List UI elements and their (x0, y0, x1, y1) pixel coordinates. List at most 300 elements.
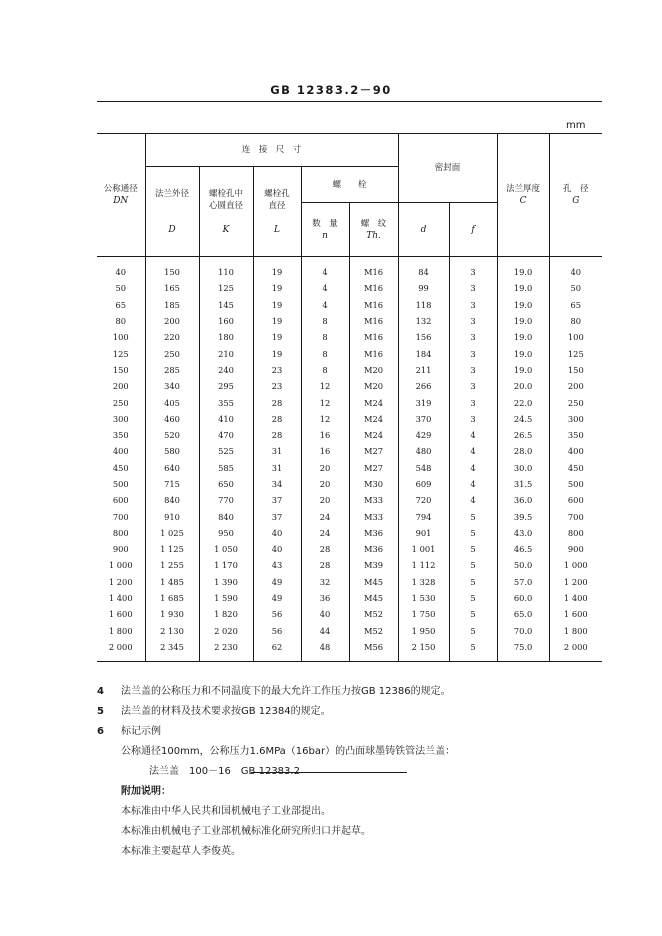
cell-seal-d: 1 001 (398, 541, 449, 557)
appendix-title: 附加说明： (121, 786, 171, 797)
cell-bolt-circle: 470 (199, 427, 253, 443)
cell-bolt-hole: 19 (253, 329, 301, 345)
cell-seal-f: 3 (449, 394, 497, 410)
cell-bolt-count: 40 (301, 606, 349, 622)
cell-dn: 800 (97, 525, 145, 541)
cell-seal-f: 3 (449, 297, 497, 313)
cell-seal-d: 132 (398, 313, 449, 329)
cell-bolt-circle: 770 (199, 492, 253, 508)
cell-seal-d: 548 (398, 460, 449, 476)
cell-thickness: 46.5 (497, 541, 549, 557)
note-number: 6 (97, 726, 104, 737)
cell-thickness: 60.0 (497, 590, 549, 606)
header-bolt-hole (253, 167, 301, 257)
cell-thickness: 30.0 (497, 460, 549, 476)
note-item (97, 722, 602, 742)
cell-thickness: 43.0 (497, 525, 549, 541)
cell-seal-f: 5 (449, 574, 497, 590)
cell-seal-f: 3 (449, 280, 497, 296)
cell-dn: 150 (97, 362, 145, 378)
cell-bolt-thread: M33 (349, 508, 398, 524)
cell-bolt-circle: 1 590 (199, 590, 253, 606)
cell-bolt-hole: 49 (253, 590, 301, 606)
header-flange-od-symbol: D (168, 224, 176, 235)
cell-flange-od: 1 025 (145, 525, 199, 541)
header-bolt-count-label: 数 量 (312, 218, 338, 229)
table-row (97, 345, 602, 361)
cell-thickness: 19.0 (497, 345, 549, 361)
cell-bolt-circle: 1 390 (199, 574, 253, 590)
cell-flange-od: 220 (145, 329, 199, 345)
cell-bolt-hole: 37 (253, 508, 301, 524)
header-bolt-thread (349, 203, 398, 257)
cell-bolt-count: 24 (301, 508, 349, 524)
cell-seal-d: 184 (398, 345, 449, 361)
cell-dn: 900 (97, 541, 145, 557)
header-rule (97, 101, 602, 102)
header-dn-symbol: DN (113, 196, 129, 206)
header-flange-od-label: 法兰外径 (154, 188, 189, 199)
cell-thickness: 19.0 (497, 257, 549, 281)
cell-thickness: 19.0 (497, 362, 549, 378)
cell-flange-od: 1 685 (145, 590, 199, 606)
cell-bolt-thread: M24 (349, 411, 398, 427)
note-text: 标记示例 (121, 726, 161, 737)
table-row (97, 574, 602, 590)
cell-bolt-hole: 19 (253, 313, 301, 329)
cell-flange-od: 150 (145, 257, 199, 281)
cell-dn: 100 (97, 329, 145, 345)
table-row (97, 394, 602, 410)
table-row (97, 280, 602, 296)
cell-dn: 1 200 (97, 574, 145, 590)
cell-seal-f: 4 (449, 427, 497, 443)
table-row (97, 411, 602, 427)
standard-code-header: GB 12383.2－90 (270, 83, 392, 97)
cell-bolt-circle: 240 (199, 362, 253, 378)
cell-bore: 80 (570, 316, 582, 327)
note-text: 法兰盖的公称压力和不同温度下的最大允许工作压力按GB 12386的规定。 (121, 686, 451, 697)
cell-seal-d: 211 (398, 362, 449, 378)
header-bolt-circle (199, 167, 253, 257)
header-bore-label: 孔 径 (563, 184, 589, 194)
cell-flange-od: 715 (145, 476, 199, 492)
cell-bore: 250 (567, 397, 584, 408)
notes-section (97, 682, 602, 782)
cell-bolt-circle: 110 (199, 257, 253, 281)
cell-bolt-count: 4 (301, 257, 349, 281)
table-row (97, 590, 602, 606)
header-bolt-thread-label: 螺 纹 (360, 218, 387, 229)
cell-seal-f: 3 (449, 329, 497, 345)
table-row (97, 297, 602, 313)
header-connection: 连 接 尺 寸 (145, 134, 398, 167)
header-bolt-hole-symbol: L (274, 224, 280, 235)
cell-seal-d: 370 (398, 411, 449, 427)
cell-seal-d: 901 (398, 525, 449, 541)
cell-bore: 2 000 (563, 641, 588, 652)
cell-bolt-hole: 23 (253, 378, 301, 394)
cell-seal-d: 609 (398, 476, 449, 492)
cell-bore: 50 (570, 283, 582, 294)
cell-bolt-circle: 840 (199, 508, 253, 524)
cell-bolt-count: 12 (301, 378, 349, 394)
cell-bore: 200 (567, 381, 584, 392)
note-item (97, 682, 602, 702)
cell-thickness: 50.0 (497, 557, 549, 573)
cell-bolt-thread: M16 (349, 280, 398, 296)
cell-seal-f: 4 (449, 492, 497, 508)
cell-bolt-count: 44 (301, 623, 349, 639)
cell-bolt-hole: 19 (253, 297, 301, 313)
cell-bolt-circle: 145 (199, 297, 253, 313)
cell-bore: 500 (567, 479, 584, 489)
table-row (97, 460, 602, 476)
cell-bolt-thread: M45 (349, 590, 398, 606)
cell-thickness: 22.0 (497, 394, 549, 410)
cell-bolt-circle: 950 (199, 525, 253, 541)
cell-bolt-count: 12 (301, 394, 349, 410)
cell-bolt-thread: M36 (349, 541, 398, 557)
note-text: 法兰盖的材料及技术要求按GB 12384的规定。 (121, 706, 331, 717)
marking-example-code: 法兰盖 100－16 GB 12383.2 (149, 766, 300, 777)
cell-seal-f: 4 (449, 476, 497, 492)
cell-seal-d: 2 150 (398, 639, 449, 662)
header-dn (97, 134, 145, 257)
cell-flange-od: 285 (145, 362, 199, 378)
header-bore (549, 134, 602, 257)
cell-bolt-circle: 210 (199, 345, 253, 361)
cell-dn: 400 (97, 443, 145, 459)
cell-bolt-circle: 650 (199, 476, 253, 492)
cell-bolt-count: 12 (301, 411, 349, 427)
cell-bore: 100 (567, 332, 584, 343)
header-thickness-symbol: C (519, 196, 527, 206)
cell-bolt-hole: 19 (253, 257, 301, 281)
header-bolt-count-symbol: n (322, 230, 328, 241)
cell-flange-od: 460 (145, 411, 199, 427)
cell-bolt-circle: 410 (199, 411, 253, 427)
cell-dn: 450 (97, 460, 145, 476)
cell-flange-od: 1 125 (145, 541, 199, 557)
cell-seal-f: 5 (449, 623, 497, 639)
cell-thickness: 19.0 (497, 313, 549, 329)
note-number: 5 (97, 706, 104, 717)
cell-flange-od: 2 345 (145, 639, 199, 662)
cell-bolt-circle: 585 (199, 460, 253, 476)
cell-flange-od: 405 (145, 394, 199, 410)
cell-flange-od: 1 485 (145, 574, 199, 590)
table-body (97, 257, 602, 662)
cell-bore: 1 200 (563, 576, 588, 587)
cell-bolt-circle: 125 (199, 280, 253, 296)
cell-bolt-count: 8 (301, 313, 349, 329)
appendix-line: 本标准由中华人民共和国机械电子工业部提出。 (121, 806, 331, 817)
appendix-line: 本标准由机械电子工业部机械标准化研究所归口并起草。 (121, 826, 371, 837)
cell-bolt-hole: 34 (253, 476, 301, 492)
cell-seal-f: 3 (449, 411, 497, 427)
cell-flange-od: 200 (145, 313, 199, 329)
flange-dimensions-table-wrap (97, 133, 602, 662)
cell-bore: 800 (567, 527, 584, 538)
cell-flange-od: 165 (145, 280, 199, 296)
cell-bolt-thread: M24 (349, 394, 398, 410)
cell-bolt-circle: 295 (199, 378, 253, 394)
cell-bore: 40 (570, 267, 582, 278)
cell-seal-f: 5 (449, 606, 497, 622)
cell-bolt-circle: 1 820 (199, 606, 253, 622)
cell-flange-od: 1 255 (145, 557, 199, 573)
cell-bolt-hole: 62 (253, 639, 301, 662)
cell-bolt-count: 16 (301, 427, 349, 443)
cell-bolt-count: 20 (301, 476, 349, 492)
cell-bolt-thread: M30 (349, 476, 398, 492)
table-row (97, 557, 602, 573)
flange-dimensions-table (97, 133, 602, 662)
cell-seal-f: 5 (449, 557, 497, 573)
cell-seal-f: 4 (449, 443, 497, 459)
cell-bolt-circle: 160 (199, 313, 253, 329)
cell-thickness: 70.0 (497, 623, 549, 639)
cell-dn: 40 (97, 257, 145, 281)
cell-bolt-count: 8 (301, 329, 349, 345)
cell-thickness: 19.0 (497, 297, 549, 313)
cell-bore: 900 (567, 544, 584, 555)
table-row (97, 362, 602, 378)
cell-seal-f: 5 (449, 541, 497, 557)
header-bolt-hole-label1: 螺栓孔 (264, 188, 290, 199)
cell-flange-od: 250 (145, 345, 199, 361)
cell-bolt-hole: 28 (253, 427, 301, 443)
cell-bolt-hole: 43 (253, 557, 301, 573)
appendix-section (121, 782, 571, 862)
cell-bolt-hole: 31 (253, 443, 301, 459)
cell-bolt-thread: M16 (349, 297, 398, 313)
cell-bolt-hole: 19 (253, 345, 301, 361)
table-row (97, 257, 602, 281)
cell-seal-f: 3 (449, 345, 497, 361)
cell-thickness: 31.5 (497, 476, 549, 492)
cell-seal-d: 1 328 (398, 574, 449, 590)
cell-bolt-count: 4 (301, 280, 349, 296)
header-seal-face: 密封面 (398, 134, 497, 203)
cell-flange-od: 640 (145, 460, 199, 476)
cell-bolt-thread: M39 (349, 557, 398, 573)
table-row (97, 378, 602, 394)
cell-seal-d: 794 (398, 508, 449, 524)
table-row (97, 443, 602, 459)
cell-bore: 1 600 (563, 609, 588, 620)
table-row (97, 476, 602, 492)
cell-bore: 300 (567, 413, 584, 424)
cell-bolt-circle: 525 (199, 443, 253, 459)
cell-flange-od: 580 (145, 443, 199, 459)
cell-bolt-count: 28 (301, 541, 349, 557)
cell-dn: 300 (97, 411, 145, 427)
cell-seal-d: 1 750 (398, 606, 449, 622)
cell-dn: 200 (97, 378, 145, 394)
header-dn-label: 公称通径 (103, 184, 138, 194)
cell-seal-f: 3 (449, 378, 497, 394)
cell-dn: 125 (97, 345, 145, 361)
header-bolt-hole-label2: 直径 (268, 200, 286, 211)
cell-bolt-hole: 31 (253, 460, 301, 476)
cell-dn: 80 (97, 313, 145, 329)
cell-dn: 600 (97, 492, 145, 508)
cell-bolt-count: 16 (301, 443, 349, 459)
cell-bolt-circle: 2 020 (199, 623, 253, 639)
cell-dn: 1 800 (97, 623, 145, 639)
cell-dn: 65 (97, 297, 145, 313)
cell-bolt-thread: M16 (349, 329, 398, 345)
cell-seal-d: 266 (398, 378, 449, 394)
cell-bolt-hole: 40 (253, 541, 301, 557)
cell-bolt-hole: 28 (253, 411, 301, 427)
table-row (97, 606, 602, 622)
cell-bore: 400 (567, 446, 584, 457)
cell-bolt-count: 32 (301, 574, 349, 590)
cell-thickness: 75.0 (497, 639, 549, 662)
header-seal-f: f (449, 203, 497, 257)
cell-seal-d: 1 530 (398, 590, 449, 606)
appendix-line: 本标准主要起草人李俊英。 (121, 846, 241, 857)
cell-dn: 250 (97, 394, 145, 410)
cell-bolt-count: 24 (301, 525, 349, 541)
cell-bolt-hole: 28 (253, 394, 301, 410)
cell-bolt-count: 48 (301, 639, 349, 662)
cell-seal-f: 5 (449, 508, 497, 524)
cell-flange-od: 840 (145, 492, 199, 508)
header-bore-symbol: G (572, 196, 580, 206)
cell-bolt-circle: 355 (199, 394, 253, 410)
header-bolt-count (301, 203, 349, 257)
cell-thickness: 57.0 (497, 574, 549, 590)
table-row (97, 525, 602, 541)
cell-dn: 1 400 (97, 590, 145, 606)
cell-seal-d: 480 (398, 443, 449, 459)
header-thickness (497, 134, 549, 257)
cell-flange-od: 340 (145, 378, 199, 394)
unit-label: mm (566, 120, 586, 131)
cell-bolt-thread: M27 (349, 460, 398, 476)
table-row (97, 623, 602, 639)
cell-thickness: 19.0 (497, 329, 549, 345)
cell-bolt-count: 28 (301, 557, 349, 573)
note-item (97, 702, 602, 722)
cell-thickness: 39.5 (497, 508, 549, 524)
cell-bolt-hole: 40 (253, 525, 301, 541)
note-number: 4 (97, 686, 104, 697)
cell-thickness: 24.5 (497, 411, 549, 427)
cell-bolt-circle: 180 (199, 329, 253, 345)
cell-seal-f: 3 (449, 257, 497, 281)
cell-bolt-hole: 56 (253, 623, 301, 639)
cell-seal-d: 156 (398, 329, 449, 345)
cell-thickness: 19.0 (497, 280, 549, 296)
cell-seal-d: 429 (398, 427, 449, 443)
cell-seal-f: 3 (449, 362, 497, 378)
cell-bolt-thread: M20 (349, 362, 398, 378)
cell-bolt-count: 36 (301, 590, 349, 606)
cell-bolt-thread: M52 (349, 606, 398, 622)
header-bolt-circle-label2: 心圆直径 (208, 200, 243, 211)
cell-bolt-circle: 1 170 (199, 557, 253, 573)
cell-bolt-circle: 2 230 (199, 639, 253, 662)
cell-flange-od: 520 (145, 427, 199, 443)
cell-bolt-thread: M20 (349, 378, 398, 394)
cell-bolt-count: 8 (301, 345, 349, 361)
cell-seal-f: 5 (449, 525, 497, 541)
cell-dn: 500 (97, 476, 145, 492)
cell-seal-d: 1 112 (398, 557, 449, 573)
cell-bore: 350 (567, 430, 584, 441)
header-flange-od (145, 167, 199, 257)
cell-bolt-circle: 1 050 (199, 541, 253, 557)
cell-seal-d: 319 (398, 394, 449, 410)
cell-seal-d: 720 (398, 492, 449, 508)
cell-seal-f: 4 (449, 460, 497, 476)
cell-thickness: 28.0 (497, 443, 549, 459)
cell-bolt-count: 4 (301, 297, 349, 313)
cell-bolt-thread: M16 (349, 313, 398, 329)
cell-flange-od: 2 130 (145, 623, 199, 639)
cell-bolt-thread: M56 (349, 639, 398, 662)
header-bolt-circle-label1: 螺栓孔中 (208, 188, 243, 199)
table-row (97, 427, 602, 443)
header-bolt-thread-symbol: Th. (366, 230, 381, 241)
cell-seal-f: 5 (449, 590, 497, 606)
cell-thickness: 65.0 (497, 606, 549, 622)
cell-thickness: 26.5 (497, 427, 549, 443)
cell-dn: 50 (97, 280, 145, 296)
table-row (97, 329, 602, 345)
cell-bolt-thread: M33 (349, 492, 398, 508)
table-row (97, 541, 602, 557)
cell-bolt-hole: 23 (253, 362, 301, 378)
cell-seal-d: 99 (398, 280, 449, 296)
cell-thickness: 20.0 (497, 378, 549, 394)
cell-dn: 1 000 (97, 557, 145, 573)
cell-dn: 700 (97, 508, 145, 524)
cell-bolt-thread: M24 (349, 427, 398, 443)
cell-seal-d: 118 (398, 297, 449, 313)
cell-bolt-thread: M52 (349, 623, 398, 639)
cell-bolt-hole: 37 (253, 492, 301, 508)
cell-bore: 600 (567, 495, 584, 506)
cell-thickness: 36.0 (497, 492, 549, 508)
table-row (97, 508, 602, 524)
cell-bore: 1 000 (563, 560, 588, 571)
section-divider (251, 772, 407, 773)
cell-dn: 1 600 (97, 606, 145, 622)
table-row (97, 492, 602, 508)
cell-bore: 150 (567, 364, 584, 375)
header-thickness-label: 法兰厚度 (506, 184, 541, 194)
cell-bolt-hole: 49 (253, 574, 301, 590)
cell-bolt-thread: M16 (349, 257, 398, 281)
cell-seal-f: 5 (449, 639, 497, 662)
cell-bolt-count: 8 (301, 362, 349, 378)
header-seal-d: d (398, 203, 449, 257)
cell-bolt-hole: 19 (253, 280, 301, 296)
table-row (97, 639, 602, 662)
header-bolt-circle-symbol: K (222, 224, 230, 235)
cell-flange-od: 910 (145, 508, 199, 524)
cell-dn: 2 000 (97, 639, 145, 662)
cell-seal-f: 3 (449, 313, 497, 329)
cell-bore: 1 400 (563, 593, 588, 604)
cell-seal-d: 1 950 (398, 623, 449, 639)
